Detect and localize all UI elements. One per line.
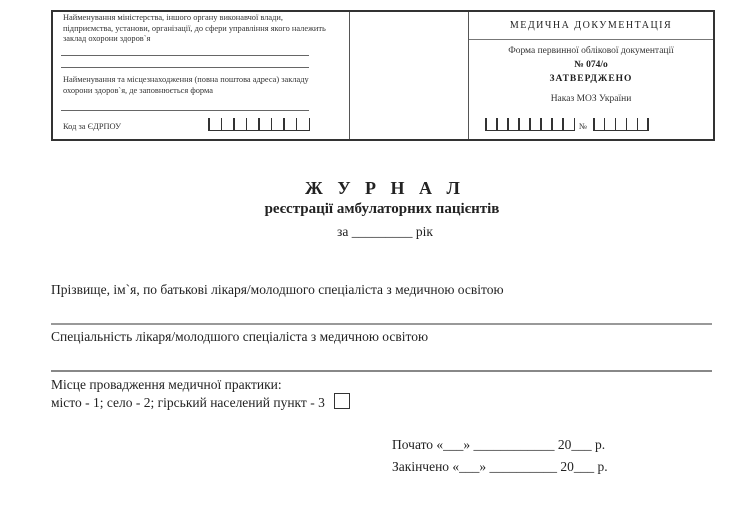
journal-subtitle: реєстрації амбулаторних пацієнтів — [264, 201, 500, 217]
finished-date[interactable]: Закінчено «___» __________ 20___ р. — [392, 459, 608, 474]
number-sign: № — [579, 122, 587, 131]
practice-place-label: Місце провадження медичної практики: — [51, 377, 282, 392]
right-header-divider — [469, 39, 713, 40]
started-date[interactable]: Почато «___» ____________ 20___ р. — [392, 437, 606, 452]
header-box — [51, 10, 715, 141]
edrpou-code-cells[interactable] — [208, 118, 310, 131]
ministry-fill-line-2[interactable] — [61, 67, 309, 68]
form-number: № 074/о — [574, 60, 608, 70]
order-number-cells[interactable] — [593, 118, 649, 131]
year-field[interactable]: _________ — [351, 224, 413, 239]
approved-label: ЗАТВЕРДЖЕНО — [549, 74, 633, 84]
institution-fill-line[interactable] — [61, 110, 309, 111]
journal-title: Ж У Р Н А Л — [305, 178, 465, 198]
medical-documentation-title: МЕДИЧНА ДОКУМЕНТАЦІЯ — [509, 20, 673, 31]
practice-place-checkbox[interactable] — [334, 393, 350, 409]
ministry-fill-line[interactable] — [61, 55, 309, 56]
doctor-name-line[interactable] — [51, 323, 712, 325]
specialty-line[interactable] — [51, 370, 712, 372]
ministry-label: Найменування міністерства, іншого органу виконавчої влади, підприємства, установи, організації, до сфери управління якого належить заклад охорони здоров`я — [63, 13, 326, 43]
edrpou-label: Код за ЄДРПОУ — [63, 122, 122, 131]
order-label: Наказ МОЗ України — [550, 94, 632, 104]
form-label: Форма первинної облікової документації — [508, 46, 674, 56]
column-divider — [349, 12, 350, 139]
doctor-name-label: Прізвище, ім`я, по батькові лікаря/молодшого спеціаліста з медичною освітою — [51, 282, 504, 297]
year-line: за _________ рік — [337, 224, 433, 239]
institution-label: Найменування та місцезнаходження (повна поштова адреса) закладу охорони здоров`я, де заповнюється форма — [63, 75, 309, 95]
practice-place-options: місто - 1; село - 2; гірський населений пункт - 3 — [51, 395, 325, 410]
specialty-label: Спеціальність лікаря/молодшого спеціаліста з медичною освітою — [51, 329, 429, 344]
order-date-cells[interactable] — [485, 118, 575, 131]
